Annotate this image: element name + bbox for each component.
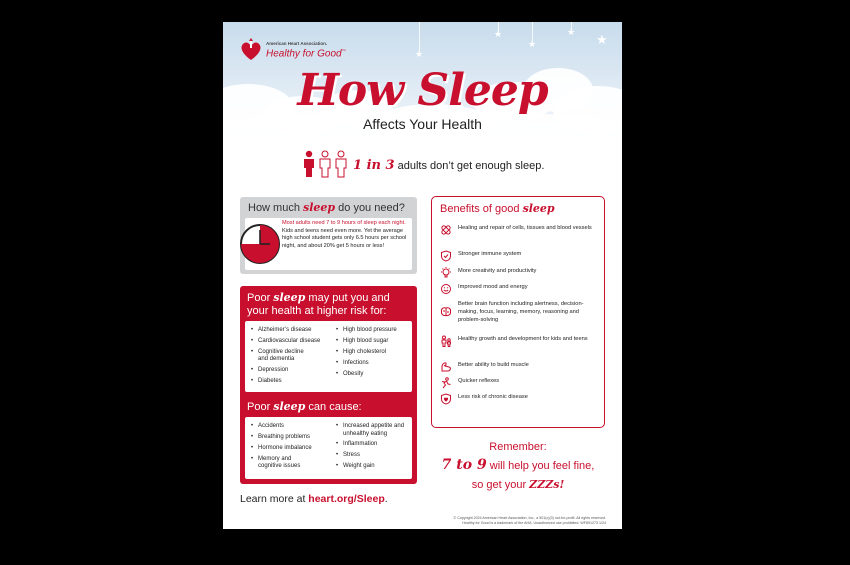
- risk-heading: Poor sleep may put you and your health at higher risk for:: [247, 291, 390, 317]
- star-icon: ★: [596, 33, 608, 48]
- list-item: • Depression: [251, 367, 335, 375]
- list-item: • Alzheimer’s disease: [251, 327, 335, 335]
- list-item: • Cardiovascular disease: [251, 338, 335, 346]
- page-subtitle: Affects Your Health: [363, 116, 482, 132]
- list-item: • Inflammation: [336, 441, 411, 449]
- cause-heading: Poor sleep can cause:: [247, 400, 362, 413]
- list-item: • High cholesterol: [336, 349, 411, 357]
- list-item: • Infections: [336, 360, 411, 368]
- heart-shield-icon: [440, 393, 452, 405]
- risk-list: [245, 321, 412, 392]
- bandage-icon: [440, 224, 452, 236]
- star-icon: ★: [567, 28, 576, 38]
- logo-brand: Healthy for Good™: [266, 48, 346, 60]
- sleep-stat: [301, 150, 561, 178]
- list-item: • High blood sugar: [336, 338, 411, 346]
- list-item: • Weight gain: [336, 463, 411, 471]
- star-icon: ★: [415, 50, 424, 60]
- aha-logo: [239, 38, 369, 62]
- heart-torch-icon: [239, 38, 263, 62]
- list-item: • Hormone imbalance: [251, 445, 331, 453]
- how-much-text: Most adults need 7 to 9 hours of sleep each night. Kids and teens need even more. Yet the average high school student gets only 6.5 hours per school night, and about 20% get 5 hours or less!: [282, 220, 407, 249]
- list-item: • Diabetes: [251, 378, 335, 386]
- child-growth-icon: [440, 335, 452, 347]
- list-item: • Increased appetite and unhealthy eating: [336, 423, 411, 438]
- copyright-notice: © Copyright 2024 American Heart Association, Inc., a 501(c)(3) not-for-profit. All rights reserved. Healthy for Good is a trademark of the AHA. Unauthorized use prohibited. WF891273 1/24: [453, 516, 606, 525]
- muscle-arm-icon: [440, 361, 452, 373]
- list-item: • Stress: [336, 452, 411, 460]
- remember-line-3: so get your ZZZs!: [471, 478, 565, 491]
- sky-header: [223, 22, 622, 139]
- page-title: How Sleep: [297, 65, 548, 116]
- list-item: • Cognitive decline and dementia: [251, 349, 315, 364]
- list-item: • High blood pressure: [336, 327, 411, 335]
- remember-line-2: 7 to 9 will help you feel fine,: [441, 457, 595, 473]
- reflex-icon: [440, 377, 452, 389]
- learn-more: Learn more at heart.org/Sleep.: [240, 493, 388, 505]
- how-much-sleep-box: [240, 197, 417, 274]
- risk-box: [240, 286, 417, 484]
- list-item: • Breathing problems: [251, 434, 331, 442]
- how-much-heading: How much sleep do you need?: [248, 201, 405, 214]
- list-item: • Obesity: [336, 371, 411, 379]
- list-item: • Memory and cognitive issues: [251, 456, 313, 471]
- infographic-page: [223, 22, 622, 529]
- shield-icon: [440, 250, 452, 262]
- star-icon: ★: [494, 30, 503, 40]
- smiley-icon: [440, 283, 452, 295]
- learn-more-link[interactable]: heart.org/Sleep: [308, 493, 385, 505]
- benefits-heading: Benefits of good sleep: [440, 202, 555, 215]
- remember-label: Remember:: [489, 441, 547, 453]
- lightbulb-icon: [440, 267, 452, 279]
- stat-text: 1 in 3 adults don’t get enough sleep.: [353, 158, 545, 173]
- benefits-box: Benefits of good sleep Healing and repair of cells, tissues and blood vessels Stronger immune system More creativity and productivity Improved mood and energy Better brain function including alertness, decision-making, focus, learning, memory, reasoning and problem-solving Healthy growth and development for kids and teens Better ability to build muscle Quicker reflexes Less risk of chronic disease: [431, 196, 605, 428]
- logo-org-name: American Heart Association.: [266, 41, 328, 46]
- cause-list: [245, 417, 412, 479]
- list-item: • Accidents: [251, 423, 331, 431]
- how-much-body: [245, 218, 412, 270]
- brain-icon: [440, 306, 452, 318]
- people-icon: [301, 150, 349, 178]
- star-icon: ★: [528, 40, 537, 50]
- remember-callout: [431, 440, 605, 494]
- clock-icon: [239, 222, 281, 266]
